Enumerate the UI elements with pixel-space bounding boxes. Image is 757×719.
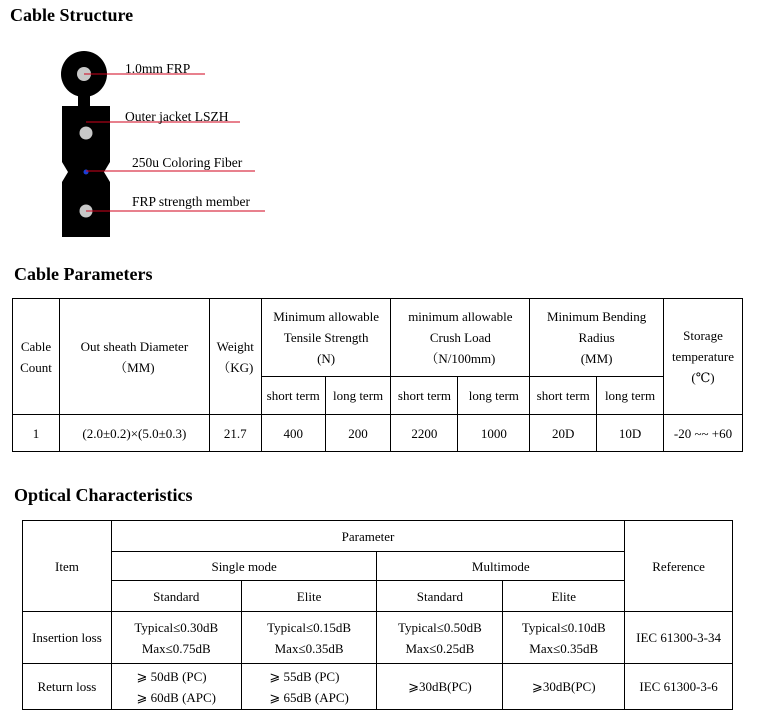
cell-rl-mm-elite: ⩾30dB(PC) bbox=[503, 664, 625, 710]
row-name-return-loss: Return loss bbox=[23, 664, 112, 710]
header-mm-standard: Standard bbox=[377, 581, 503, 612]
subheader-tensile-long: long term bbox=[325, 377, 391, 415]
header-mm-elite: Elite bbox=[503, 581, 625, 612]
cell-diameter: (2.0±0.2)×(5.0±0.3) bbox=[59, 415, 209, 452]
header-crush-load: minimum allowable Crush Load （N/100mm) bbox=[391, 299, 530, 377]
header-sm-standard: Standard bbox=[111, 581, 241, 612]
cell-weight: 21.7 bbox=[209, 415, 261, 452]
cell-tensile-long: 200 bbox=[325, 415, 391, 452]
jacket-neck bbox=[78, 94, 90, 106]
cable-parameters-table bbox=[12, 298, 743, 452]
coloring-fiber bbox=[84, 170, 89, 175]
header-cable-count: Cable Count bbox=[13, 299, 60, 415]
cell-crush-short: 2200 bbox=[391, 415, 458, 452]
header-sm-elite: Elite bbox=[241, 581, 377, 612]
cell-bend-long: 10D bbox=[597, 415, 664, 452]
header-reference: Reference bbox=[625, 521, 733, 612]
header-weight: Weight （KG) bbox=[209, 299, 261, 415]
cell-rl-sm-elite: ⩾ 55dB (PC) ⩾ 65dB (APC) bbox=[241, 664, 377, 710]
cell-rl-mm-standard: ⩾30dB(PC) bbox=[377, 664, 503, 710]
cable-structure-heading: Cable Structure bbox=[10, 5, 134, 25]
cell-crush-long: 1000 bbox=[458, 415, 530, 452]
header-out-sheath-diameter: Out sheath Diameter （MM) bbox=[59, 299, 209, 415]
optical-characteristics-table bbox=[22, 520, 733, 710]
cell-il-mm-standard: Typical≤0.50dB Max≤0.25dB bbox=[377, 612, 503, 664]
cell-rl-sm-standard: ⩾ 50dB (PC) ⩾ 60dB (APC) bbox=[111, 664, 241, 710]
header-storage-temperature: Storage temperature (℃) bbox=[663, 299, 742, 415]
header-parameter: Parameter bbox=[111, 521, 624, 552]
header-tensile-strength: Minimum allowable Tensile Strength (N) bbox=[261, 299, 391, 377]
label-frp: 1.0mm FRP bbox=[125, 61, 191, 76]
subheader-tensile-short: short term bbox=[261, 377, 325, 415]
cable-parameters-heading: Cable Parameters bbox=[14, 264, 153, 284]
cable-cross-section-diagram bbox=[0, 40, 300, 245]
subheader-crush-short: short term bbox=[391, 377, 458, 415]
table-row bbox=[23, 612, 733, 664]
table-row bbox=[13, 415, 743, 452]
cell-rl-reference: IEC 61300-3-6 bbox=[625, 664, 733, 710]
cell-il-reference: IEC 61300-3-34 bbox=[625, 612, 733, 664]
cell-il-sm-standard: Typical≤0.30dB Max≤0.75dB bbox=[111, 612, 241, 664]
cell-il-mm-elite: Typical≤0.10dB Max≤0.35dB bbox=[503, 612, 625, 664]
cell-count: 1 bbox=[13, 415, 60, 452]
cell-tensile-short: 400 bbox=[261, 415, 325, 452]
optical-characteristics-heading: Optical Characteristics bbox=[14, 485, 193, 505]
table-row bbox=[23, 664, 733, 710]
label-outer-jacket: Outer jacket LSZH bbox=[125, 109, 229, 124]
subheader-bend-long: long term bbox=[597, 377, 664, 415]
cell-bend-short: 20D bbox=[530, 415, 597, 452]
cell-il-sm-elite: Typical≤0.15dB Max≤0.35dB bbox=[241, 612, 377, 664]
label-coloring-fiber: 250u Coloring Fiber bbox=[132, 155, 243, 170]
label-frp-strength-member: FRP strength member bbox=[132, 194, 250, 209]
header-bending-radius: Minimum Bending Radius (MM) bbox=[530, 299, 664, 377]
header-item: Item bbox=[23, 521, 112, 612]
row-name-insertion-loss: Insertion loss bbox=[23, 612, 112, 664]
frp-strength-member-top bbox=[80, 127, 93, 140]
header-multimode: Multimode bbox=[377, 552, 625, 581]
subheader-crush-long: long term bbox=[458, 377, 530, 415]
header-single-mode: Single mode bbox=[111, 552, 377, 581]
cell-storage: -20 ~~ +60 bbox=[663, 415, 742, 452]
subheader-bend-short: short term bbox=[530, 377, 597, 415]
